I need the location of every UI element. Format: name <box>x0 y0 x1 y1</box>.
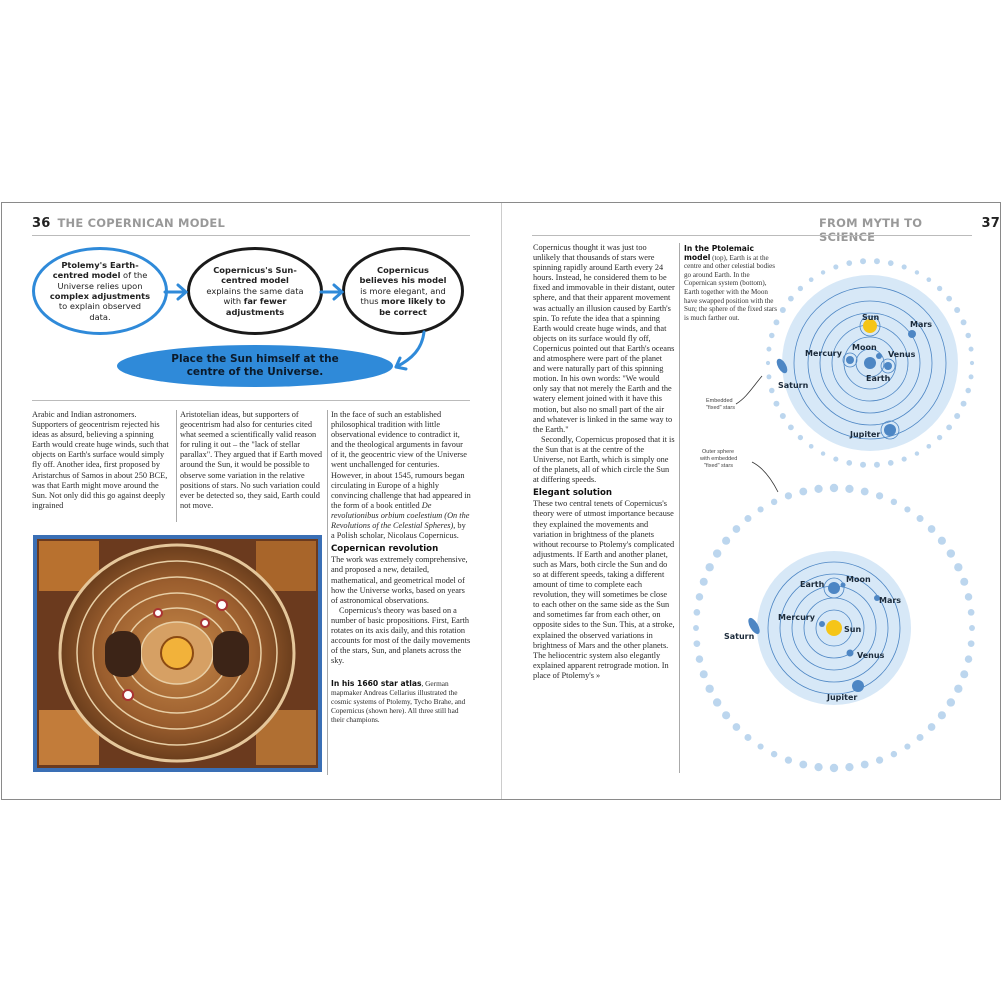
column-rule <box>679 243 680 773</box>
fixed-star-dot <box>876 757 883 764</box>
fixed-star-dot <box>833 264 838 269</box>
fixed-star-dot <box>954 563 962 571</box>
fixed-star-dot <box>961 319 967 325</box>
ptolemaic-model-diagram <box>702 248 982 478</box>
fixed-star-dot <box>926 277 931 282</box>
right-page-title: FROM MYTH TO SCIENCE <box>819 216 923 244</box>
fixed-star-dot <box>938 537 946 545</box>
fixed-star-dot <box>773 401 779 407</box>
fixed-star-dot <box>845 485 853 493</box>
fixed-star-dot <box>788 296 794 302</box>
bottom-label-saturn: Saturn <box>724 632 755 641</box>
image-caption: In his 1660 star atlas, German mapmaker Andreas Cellarius illustrated the cosmic systems of Ptolemy, Tycho Brahe, and Copernicus (shown here). All three still had their champions. <box>331 679 466 724</box>
fixed-star-dot <box>705 563 713 571</box>
fixed-star-dot <box>757 506 763 512</box>
fixed-star-dot <box>733 525 741 533</box>
fixed-star-dot <box>969 374 974 379</box>
fixed-star-dot <box>888 260 894 266</box>
fixed-star-dot <box>860 258 866 264</box>
diagram-caption: In the Ptolemaic model (top), Earth is at the centre and other celestial bodies go around Earth. In the Copernican system (bottom), Earth together with the Moon have swapped position with the Sun; the sphere of the fixed stars is much farther out. <box>684 244 777 322</box>
right-head-rule <box>532 235 972 236</box>
fixed-star-dot <box>785 757 792 764</box>
fixed-star-dot <box>861 488 869 496</box>
bottom-label-earth: Earth <box>800 580 825 589</box>
fixed-star-dot <box>928 525 936 533</box>
fixed-star-dot <box>917 515 924 522</box>
fixed-star-dot <box>904 506 910 512</box>
fixed-star-dot <box>696 593 703 600</box>
fixed-star-dot <box>700 578 708 586</box>
fixed-star-dot <box>766 374 771 379</box>
fixed-star-dot <box>938 711 946 719</box>
fixed-star-dot <box>722 711 730 719</box>
fixed-star-dot <box>876 492 883 499</box>
fixed-star-dot <box>809 277 814 282</box>
fixed-star-dot <box>946 296 952 302</box>
fixed-star-dot <box>700 670 708 678</box>
fixed-star-dot <box>961 401 967 407</box>
section-heading-elegant-solution: Elegant solution <box>533 488 612 499</box>
flow-arrow-1 <box>162 281 192 303</box>
top-label-venus: Venus <box>888 350 916 359</box>
left-running-head <box>32 216 225 231</box>
fixed-star-dot <box>814 763 822 771</box>
fixed-star-dot <box>937 286 942 291</box>
fixed-star-dot <box>694 640 701 647</box>
text-column-1: Arabic and Indian astronomers. Supporters of geocentrism rejected his ideas as absurd, believing a spinning Earth would create huge winds, such that objects on Earth's surface would simply fly off. Another idea, first proposed by Aristarchus of Samos in about 250 BCE, was that Earth might move around the Sun. Not only did this go against deeply ingrained <box>32 410 169 510</box>
fixed-star-dot <box>771 499 777 505</box>
fixed-star-dot <box>799 761 807 769</box>
fixed-star-dot <box>705 685 713 693</box>
flow-bubble-ptolemy: Ptolemy's Earth-centred model of the Universe relies upon complex adjustments to explain observed data. <box>32 247 168 335</box>
fixed-star-dot <box>769 388 775 394</box>
top-label-sun: Sun <box>862 313 880 322</box>
top-label-mars: Mars <box>910 320 933 329</box>
bottom-note-line3: "fixed" stars <box>704 463 733 469</box>
bottom-note-line2: with embedded <box>700 456 738 462</box>
top-label-mercury: Mercury <box>805 349 842 358</box>
fixed-star-dot <box>954 685 962 693</box>
fixed-star-dot <box>861 761 869 769</box>
fixed-star-dot <box>970 361 974 365</box>
fixed-star-dot <box>788 424 794 430</box>
text-column-3: In the face of such an established philosophical tradition with little observational evidence to contradict it, and the theological arguments in favour of it, the geocentric view of the Universe went unchallenged for centuries. However, in about 1545, rumours began circulating in Europe of a highly convincing challenge that had appeared in the form of a book entitled De revolutionibus orbium coelestium (On the Revolutions of the Celestial Spheres), by a Polish scholar, Nicolaus Copernicus. Copernican revolution The work was extremely comprehensive, and proposed a new, detailed, mathematical, and geometrical model of how the Universe works, based on years of astronomical observations. Copernicus's theory was based on a number of basic propositions. First, Earth rotates on its axis daily, and this rotation accounts for most of the daily movements of the stars, Sun, and planets across the sky. In his 1660 star atlas, German mapmaker Andreas Cellarius illustrated the cosmic systems of Ptolemy, Tycho Brahe, and Copernicus (shown here). All three still had their champions. <box>331 410 471 724</box>
fixed-star-dot <box>696 655 703 662</box>
fixed-star-dot <box>744 515 751 522</box>
fixed-star-dot <box>917 734 924 741</box>
right-running-head <box>819 216 1000 244</box>
left-page-number: 36 <box>32 216 51 231</box>
fixed-star-dot <box>733 723 741 731</box>
right-page-number: 37 <box>981 216 1000 231</box>
fixed-star-dot <box>969 347 974 352</box>
flow-arrow-3 <box>388 329 432 375</box>
left-page-title: THE COPERNICAN MODEL <box>57 216 226 230</box>
fixed-star-dot <box>891 751 897 757</box>
page-gutter <box>501 203 502 800</box>
fixed-star-dot <box>874 258 880 264</box>
fixed-star-dot <box>954 307 960 313</box>
fixed-star-dot <box>969 625 975 631</box>
fixed-star-dot <box>960 670 968 678</box>
fixed-star-dot <box>846 260 852 266</box>
column-rule <box>176 410 177 522</box>
fixed-star-dot <box>830 484 838 492</box>
fixed-star-dot <box>693 625 699 631</box>
fixed-star-dot <box>968 609 975 616</box>
column-rule <box>327 410 328 775</box>
bottom-label-sun: Sun <box>844 625 862 634</box>
flow-bubble-copernicus-belief: Copernicus believes his model is more elegant, and thus more likely to be correct <box>342 247 464 335</box>
top-label-saturn: Saturn <box>778 381 809 390</box>
fixed-star-dot <box>798 435 803 440</box>
fixed-star-dot <box>713 549 721 557</box>
fixed-star-dot <box>965 655 972 662</box>
cellarius-star-atlas-image <box>33 535 322 772</box>
fixed-star-dot <box>814 485 822 493</box>
fixed-star-dot <box>722 537 730 545</box>
top-label-moon: Moon <box>852 343 877 352</box>
fixed-star-dot <box>845 763 853 771</box>
book-spread <box>1 202 1001 800</box>
bottom-label-mercury: Mercury <box>778 613 815 622</box>
top-label-jupiter: Jupiter <box>850 430 881 439</box>
fixed-star-dot <box>830 764 838 772</box>
fixed-star-dot <box>821 270 825 274</box>
bottom-label-venus: Venus <box>857 651 885 660</box>
section-heading-copernican-revolution: Copernican revolution <box>331 544 439 555</box>
fixed-star-dot <box>915 270 919 274</box>
text-column-2: Aristotelian ideas, but supporters of geocentrism had also for centuries cited what seemed a scientifically valid reason for ruling it out – the "lack of stellar parallax". They argued that if Earth moved around the Sun, it would be possible to observe some variation in the relative positions of stars. No such variation could ever be detected so, they said, Earth could not move. <box>180 410 323 510</box>
fixed-star-dot <box>954 413 960 419</box>
fixed-star-dot <box>773 319 779 325</box>
fixed-star-dot <box>947 549 955 557</box>
fixed-star-dot <box>947 698 955 706</box>
fixed-star-dot <box>965 593 972 600</box>
fixed-star-dot <box>960 578 968 586</box>
fixed-star-dot <box>902 264 907 269</box>
left-head-rule <box>32 235 470 236</box>
top-label-earth: Earth <box>866 374 891 383</box>
fixed-star-dot <box>965 388 971 394</box>
fixed-star-dot <box>780 413 786 419</box>
bottom-label-mars: Mars <box>879 596 902 605</box>
fixed-star-dot <box>766 347 771 352</box>
flow-conclusion: Place the Sun himself at the centre of the Universe. <box>117 345 393 387</box>
bottom-label-jupiter: Jupiter <box>827 693 858 702</box>
fixed-star-dot <box>694 609 701 616</box>
bottom-label-moon: Moon <box>846 575 871 584</box>
fixed-star-dot <box>771 751 777 757</box>
fixed-star-dot <box>766 361 770 365</box>
flowchart-divider <box>32 400 470 401</box>
fixed-star-dot <box>946 424 952 430</box>
top-note-line1: Embedded <box>706 398 733 404</box>
fixed-star-dot <box>928 723 936 731</box>
fixed-star-dot <box>937 435 942 440</box>
fixed-star-dot <box>780 307 786 313</box>
fixed-star-dot <box>891 499 897 505</box>
fixed-star-dot <box>904 743 910 749</box>
text-column-4: Copernicus thought it was just too unlikely that thousands of stars were spinning rapidly around Earth every 24 hours. Instead, he considered them to be fixed and immovable in their distant, outer sphere, and that their apparent movement was actually an illusion caused by Earth's spin. To refute the idea that a spinning Earth would create huge winds, and that objects on its surface would fly off, Copernicus pointed out that Earth's oceans and atmosphere were part of the planet and were naturally part of this spinning motion. In his own words: "We would only say that not merely the Earth and the watery element joined with it have this motion, but also no small part of the air and whatever is linked in the same way to the Earth." Secondly, Copernicus proposed that it is the Sun that is at the centre of the Universe, not Earth, which is simply one of the planets, all of which circle the Sun at differing speeds. Elegant solution These two central tenets of Copernicus's theory were of utmost importance because they explained the movements and variation in brightness of the planets without recourse to Ptolemy's complicated adjustments. If Earth and another planet, such as Mars, both circle the Sun and do so at different speeds, taking a different amount of time to complete each revolution, they will sometimes be close to each other on the same side as the Sun and sometimes far from each other, on opposite sides to the Sun. This, at a stroke, explained the observed variations in brightness of Mars and the other planets. The heliocentric system also elegantly explained apparent retrograde motion. In place of Ptolemy's » <box>533 243 675 680</box>
flow-arrow-2 <box>318 281 348 303</box>
fixed-star-dot <box>968 640 975 647</box>
fixed-star-dot <box>713 698 721 706</box>
flow-bubble-copernicus-model: Copernicus's Sun-centred model explains the same data with far fewer adjustments <box>187 247 323 335</box>
copernican-model-diagram <box>682 448 982 778</box>
fixed-star-dot <box>757 743 763 749</box>
fixed-star-dot <box>965 333 971 339</box>
top-note-line2: "fixed" stars <box>706 405 735 411</box>
fixed-star-dot <box>785 492 792 499</box>
fixed-star-dot <box>798 286 803 291</box>
fixed-star-dot <box>799 488 807 496</box>
bottom-note-line1: Outer sphere <box>702 449 735 455</box>
fixed-star-dot <box>744 734 751 741</box>
fixed-star-dot <box>769 333 775 339</box>
